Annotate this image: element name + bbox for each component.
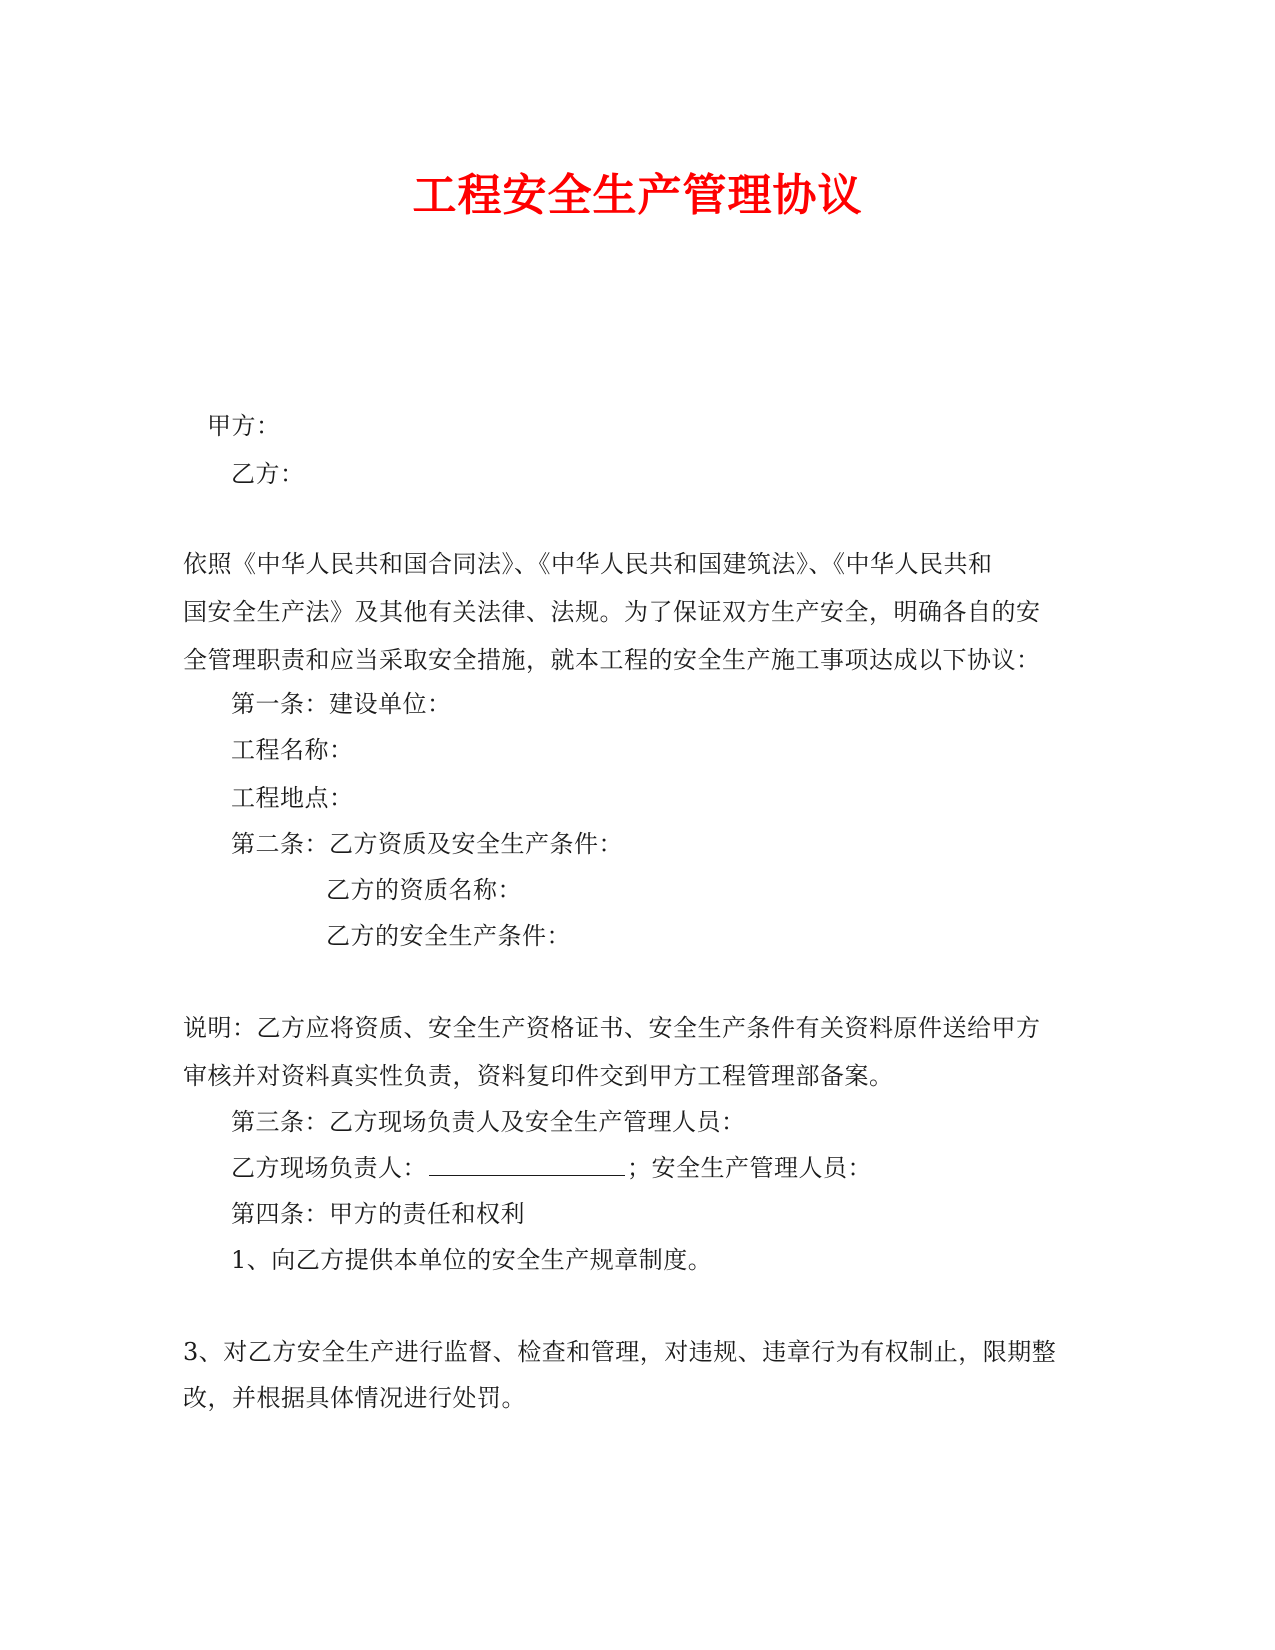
qualification-name-label: 乙方的资质名称： <box>326 876 522 904</box>
article4-heading: 第四条：甲方的责任和权利 <box>231 1200 525 1228</box>
site-manager-blank <box>429 1153 625 1176</box>
project-location-label: 工程地点： <box>231 784 354 812</box>
safety-conditions-label: 乙方的安全生产条件： <box>326 922 571 950</box>
item3-line-1: 3、对乙方安全生产进行监督、检查和管理，对违规、违章行为有权制止，限期整 <box>183 1338 1057 1366</box>
separator: ； <box>627 1154 652 1182</box>
note-line-2: 审核并对资料真实性负责，资料复印件交到甲方工程管理部备案。 <box>183 1062 894 1090</box>
article2-heading: 第二条：乙方资质及安全生产条件： <box>231 830 623 858</box>
party-a-label: 甲方： <box>207 412 281 440</box>
project-name-label: 工程名称： <box>231 736 354 764</box>
site-manager-label: 乙方现场负责人： <box>231 1154 427 1182</box>
safety-staff-label: 安全生产管理人员： <box>651 1154 872 1182</box>
party-b-label: 乙方： <box>231 460 305 488</box>
note-line-1: 说明：乙方应将资质、安全生产资格证书、安全生产条件有关资料原件送给甲方 <box>183 1014 1041 1042</box>
article4-item1: 1、向乙方提供本单位的安全生产规章制度。 <box>231 1246 713 1274</box>
preamble-line-1: 依照《中华人民共和国合同法》、《中华人民共和国建筑法》、《中华人民共和 <box>183 550 993 578</box>
preamble-line-2: 国安全生产法》及其他有关法律、法规。为了保证双方生产安全，明确各自的安 <box>183 598 1041 626</box>
document-title: 工程安全生产管理协议 <box>412 170 863 221</box>
preamble-line-3: 全管理职责和应当采取安全措施，就本工程的安全生产施工事项达成以下协议： <box>183 646 1041 674</box>
item3-line-2: 改，并根据具体情况进行处罚。 <box>183 1384 526 1412</box>
article3-personnel-line <box>231 1152 872 1184</box>
article3-heading: 第三条：乙方现场负责人及安全生产管理人员： <box>231 1108 746 1136</box>
article1-heading: 第一条：建设单位： <box>231 690 452 718</box>
